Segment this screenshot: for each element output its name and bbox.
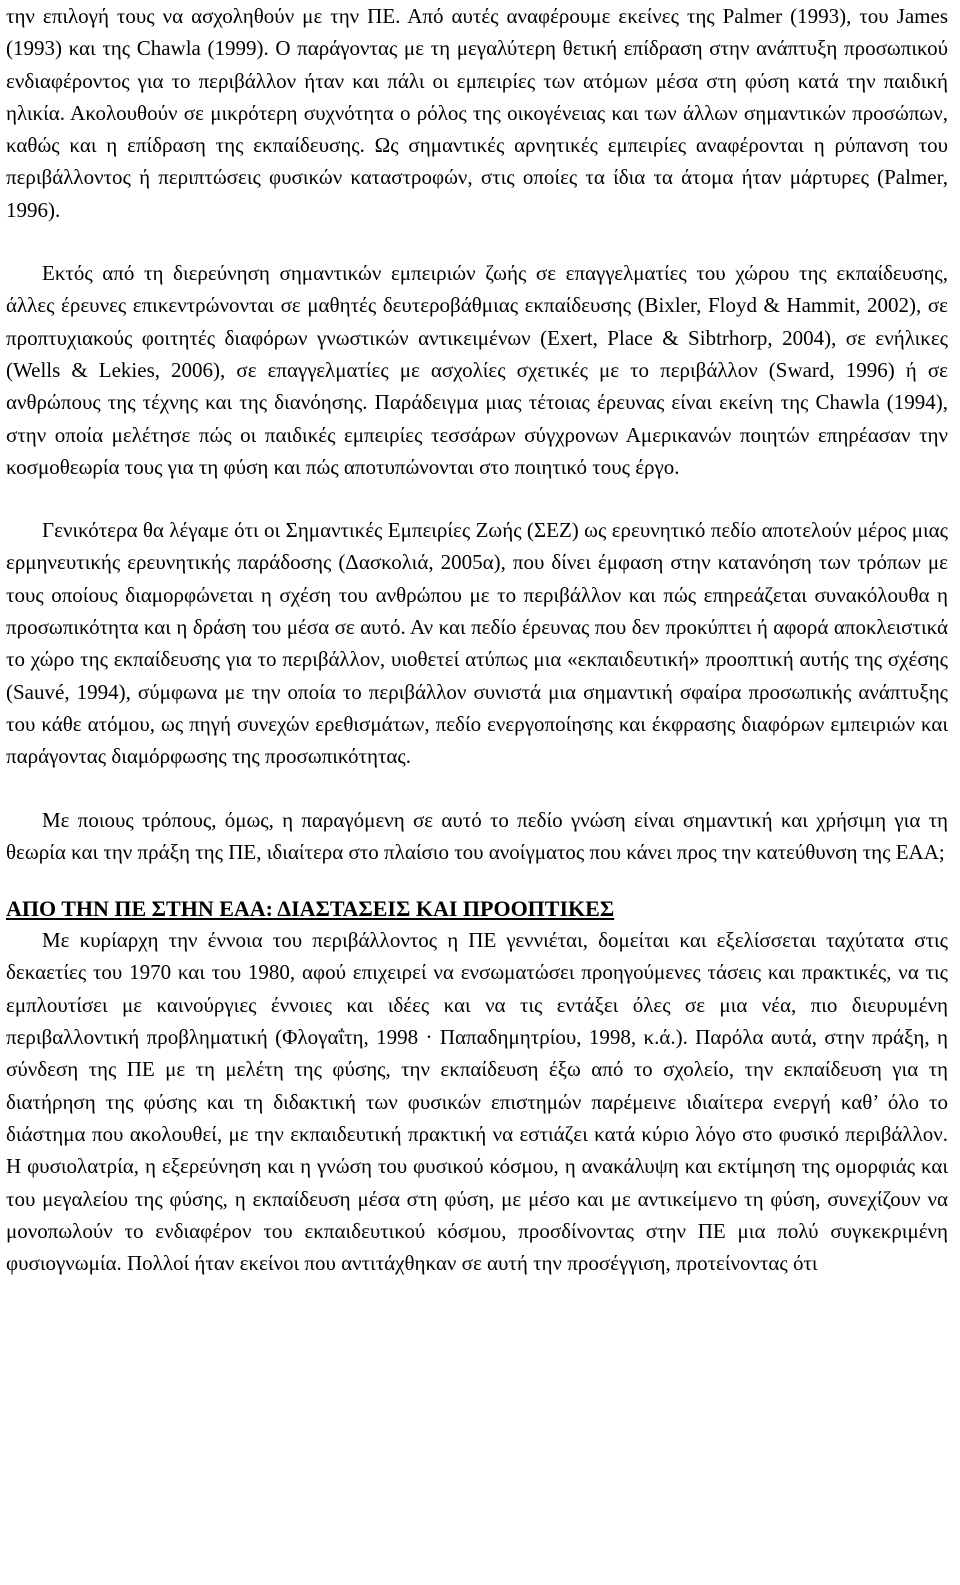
paragraph-2: Εκτός από τη διερεύνηση σημαντικών εμπειριών ζωής σε επαγγελματίες του χώρου της εκπαίδευσης, άλλες έρευνες επικεντρώνονται σε μαθητές δευτεροβάθμιας εκπαίδευσης (Bixler, Floyd & Hammit, 2002), σε προπτυχιακούς φοιτητές διαφόρων γνωστικών αντικειμένων (Exert, Place & Sibtrhorp, 2004), σε ενήλικες (Wells & Lekies, 2006), σε επαγγελματίες με ασχολίες σχετικές με το περιβάλλον (Sward, 1996) ή σε ανθρώπους της τέχνης και της διανόησης. Παράδειγμα μιας τέτοιας έρευνας είναι εκείνη της Chawla (1994), στην οποία μελέτησε πώς οι παιδικές εμπειρίες τεσσάρων σύγχρονων Αμερικανών ποιητών επηρέασαν την κοσμοθεωρία τους για τη φύση και πώς αποτυπώνονται στο ποιητικό τους έργο. <box>6 261 948 479</box>
paragraph-3: Γενικότερα θα λέγαμε ότι οι Σημαντικές Εμπειρίες Ζωής (ΣΕΖ) ως ερευνητικό πεδίο αποτελούν μέρος μιας ερμηνευτικής ερευνητικής παράδοσης (Δασκολιά, 2005α), που δίνει έμφαση στην κατανόηση των τρόπων με τους οποίους διαμορφώνεται η σχέση του ανθρώπου με το περιβάλλον και πώς επηρεάζεται συνακόλουθα η προσωπικότητα και η δράση του μέσα σε αυτό. Αν και πεδίο έρευνας που δεν προκύπτει ή αφορά αποκλειστικά το χώρο της εκπαίδευσης για το περιβάλλον, υιοθετεί ατύπως μια «εκπαιδευτική» προοπτική αυτής της σχέσης (Sauvé, 1994), σύμφωνα με την οποία το περιβάλλον συνιστά μια σημαντική σφαίρα προσωπικής ανάπτυξης του κάθε ατόμου, ως πηγή συνεχών ερεθισμάτων, πεδίο ενεργοποίησης και έκφρασης διαφόρων εμπειριών και παράγοντας διαμόρφωσης της προσωπικότητας. <box>6 518 948 769</box>
paragraph-1: την επιλογή τους να ασχοληθούν με την ΠΕ. Από αυτές αναφέρουμε εκείνες της Palmer (1993), του James (1993) και της Chawla (1999). Ο παράγοντας με τη μεγαλύτερη θετική επίδραση στην ανάπτυξη προσωπικού ενδιαφέροντος για το περιβάλλον ήταν και πάλι οι εμπειρίες των ατόμων μέσα στη φύση κατά την παιδική ηλικία. Ακολουθούν σε μικρότερη συχνότητα ο ρόλος της οικογένειας και των άλλων σημαντικών προσώπων, καθώς και η επίδραση της εκπαίδευσης. Ως σημαντικές αρνητικές εμπειρίες αναφέρονται η ρύπανση του περιβάλλοντος ή περιπτώσεις φυσικών καταστροφών, στις οποίες τα ίδια τα άτομα ήταν μάρτυρες (Palmer, 1996). <box>6 4 948 222</box>
paragraph-4: Με ποιους τρόπους, όμως, η παραγόμενη σε αυτό το πεδίο γνώση είναι σημαντική και χρήσιμη για τη θεωρία και την πράξη της ΠΕ, ιδιαίτερα στο πλαίσιο του ανοίγματος που κάνει προς την κατεύθυνση της ΕΑΑ; <box>6 807 948 864</box>
paragraph-gap <box>6 483 948 514</box>
paragraph-gap <box>6 226 948 257</box>
paragraph-5: Με κυρίαρχη την έννοια του περιβάλλοντος η ΠΕ γεννιέται, δομείται και εξελίσσεται ταχύτατα στις δεκαετίες του 1970 και του 1980, αφού επιχειρεί να ενσωματώσει προηγούμενες τάσεις και πρακτικές, να τις εμπλουτίσει με καινούργιες έννοιες και ιδέες και να τις εντάξει όλες σε μια νέα, πιο διευρυμένη περιβαλλοντική προβληματική (Φλογαΐτη, 1998 · Παπαδημητρίου, 1998, κ.ά.). Παρόλα αυτά, στην πράξη, η σύνδεση της ΠΕ με τη μελέτη της φύσης, την εκπαίδευση έξω από το σχολείο, την εκπαίδευση για τη διατήρηση της φύσης και τη διδακτική των φυσικών επιστημών παρέμεινε ιδιαίτερα ενεργή καθ’ όλο το διάστημα που ακολουθεί, με την εκπαιδευτική πρακτική να εστιάζει κατά κύριο λόγο στο φυσικό περιβάλλον. Η φυσιολατρία, η εξερεύνηση και η γνώση του φυσικού κόσμου, η ανακάλυψη και εκτίμηση της ομορφιάς και του μεγαλείου της φύσης, η εκπαίδευση μέσα στη φύση, με μέσο και με αντικείμενο τη φύση, συνεχίζουν να μονοπωλούν το ενδιαφέρον του εκπαιδευτικού κόσμου, προσδίνοντας στην ΠΕ μια πολύ συγκεκριμένη φυσιογνωμία. Πολλοί ήταν εκείνοι που αντιτάχθηκαν σε αυτή την προσέγγιση, προτείνοντας ότι <box>6 928 948 1276</box>
paragraph-gap <box>6 868 948 894</box>
section-heading: ΑΠΟ ΤΗΝ ΠΕ ΣΤΗΝ ΕΑΑ: ΔΙΑΣΤΑΣΕΙΣ ΚΑΙ ΠΡΟΟΠΤΙΚΕΣ <box>6 896 615 922</box>
document-page <box>6 0 948 1279</box>
paragraph-gap <box>6 773 948 804</box>
